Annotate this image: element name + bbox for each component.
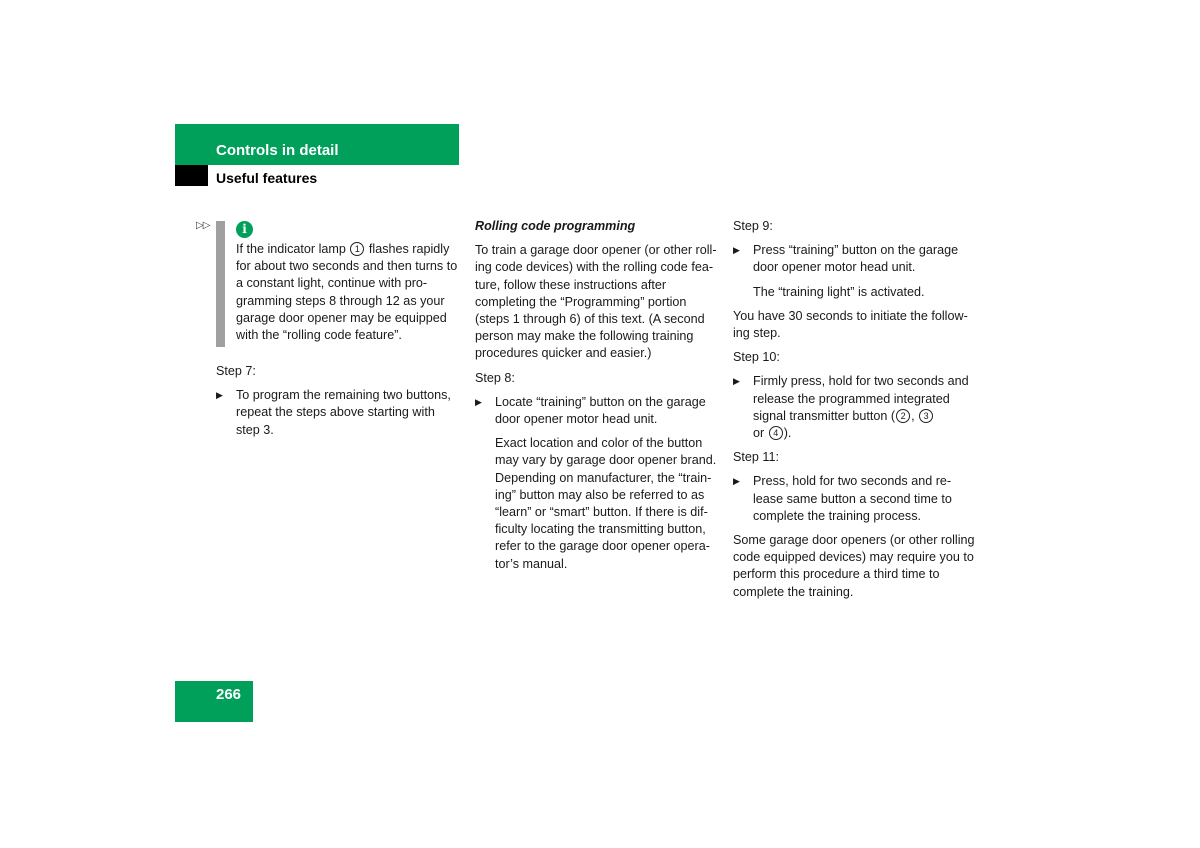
step-9-instruction: ▶ Press “training” button on the garage door opener motor head unit. — [733, 243, 959, 275]
bullet-arrow-icon: ▶ — [733, 476, 740, 487]
info-box-bar — [216, 221, 225, 347]
step-11-label: Step 11: — [733, 450, 779, 465]
step-7-instruction: ▶ To program the remaining two buttons, repeat the steps above starting with step 3. — [216, 388, 451, 437]
time-note: You have 30 seconds to initiate the follow-ing step. — [733, 308, 968, 341]
page-number-box — [175, 681, 253, 722]
info-paragraph: If the indicator lamp 1 flashes rapidly for about two seconds and then turns to a constant light, continue with pro-gramming steps 8 through 12 as your garage door opener may be equipped with the “rolling code feature”. — [236, 242, 458, 343]
button-4-reference-icon: 4 — [769, 426, 783, 440]
subsection-marker — [175, 165, 208, 186]
lamp-reference-icon: 1 — [350, 242, 364, 256]
section-title: Controls in detail — [216, 142, 339, 159]
rolling-code-heading: Rolling code programming — [475, 219, 636, 233]
step-8-instruction: ▶ Locate “training” button on the garage door opener motor head unit. — [475, 394, 706, 427]
step-8-note: Exact location and color of the button may vary by garage door opener brand. Depending on manufacturer, the “train-ing” button may also be referred to as “learn” or “smart” button. If there is dif-ficulty locating the transmitting button, refer to the garage door opener opera-tor’s manual. — [495, 436, 717, 571]
button-3-reference-icon: 3 — [919, 409, 933, 423]
bullet-arrow-icon: ▶ — [475, 396, 482, 407]
step-9-label: Step 9: — [733, 219, 773, 233]
step-7-label: Step 7: — [216, 364, 256, 378]
step-9-note: The “training light” is activated. — [753, 284, 925, 299]
left-column — [216, 363, 458, 446]
info-icon: i — [236, 221, 253, 238]
continuation-arrows-icon: ▷▷ — [196, 220, 210, 231]
page-number: 266 — [216, 686, 242, 703]
closing-note: Some garage door openers (or other rolling code equipped devices) may require you to perform this procedure a third time to complete the training. — [733, 533, 975, 599]
step-10-label: Step 10: — [733, 350, 780, 365]
bullet-arrow-icon: ▶ — [733, 376, 740, 387]
right-column — [733, 218, 979, 608]
info-box-text — [236, 241, 458, 351]
bullet-arrow-icon: ▶ — [733, 245, 740, 256]
button-2-reference-icon: 2 — [896, 409, 910, 423]
rolling-code-intro: To train a garage door opener (or other roll-ing code devices) with the rolling code fea-ture, follow these instructions after completing the “Programming” portion (steps 1 through 6) of this text. (A second person may make the following training procedures quicker and easier.) — [475, 243, 717, 361]
subsection-title: Useful features — [216, 170, 318, 186]
middle-column — [475, 218, 719, 580]
bullet-arrow-icon: ▶ — [216, 390, 223, 401]
step-11-instruction: ▶ Press, hold for two seconds and re-lease same button a second time to complete the training process. — [733, 474, 952, 523]
step-8-label: Step 8: — [475, 370, 515, 385]
step-10-instruction: ▶ Firmly press, hold for two seconds and release the programmed integrated signal transmitter button ( 2 , 3 or 4 ). — [733, 374, 969, 441]
